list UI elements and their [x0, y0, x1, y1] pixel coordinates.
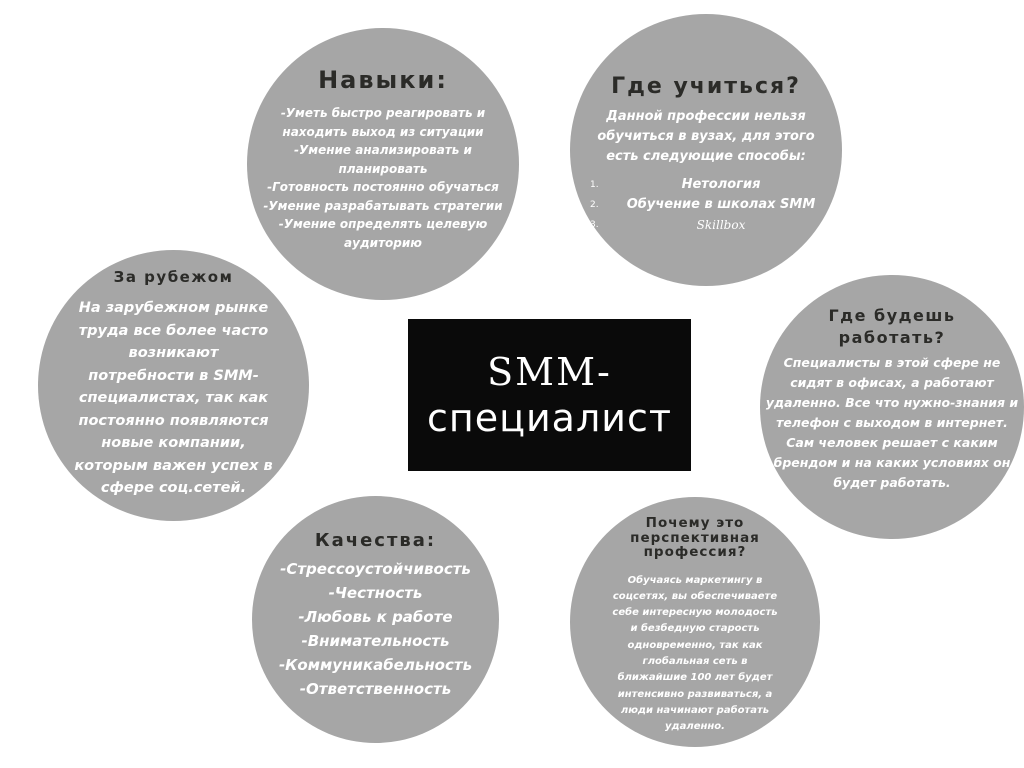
skills-line: -Умение определять целевую: [278, 217, 488, 231]
abroad-title: За рубежом: [113, 268, 234, 286]
quality-line: -Стрессоустойчивость: [280, 560, 471, 578]
abroad-line: сфере соц.сетей.: [100, 480, 247, 496]
abroad-line: На зарубежном рынке: [78, 300, 269, 316]
work-title: [828, 305, 955, 349]
work-title-line: Где будешь: [828, 306, 956, 325]
work-text: [766, 353, 1018, 493]
abroad-line: новые компании,: [101, 435, 246, 451]
why-line: интенсивно развиваться, а: [617, 688, 773, 700]
why-line: себе интересную молодость: [612, 607, 778, 619]
quality-line: -Честность: [328, 584, 423, 602]
abroad-line: постоянно появляются: [78, 412, 269, 429]
why-title-line: перспективная: [630, 529, 760, 546]
center-title-line: специалист: [427, 396, 672, 440]
study-list-number: 2.: [590, 200, 599, 210]
abroad-line: труда все более часто: [78, 322, 269, 339]
study-list: [590, 175, 822, 235]
study-list-number: 3.: [590, 220, 599, 230]
why-title-line: профессия?: [643, 544, 747, 560]
study-list-text: Нетология: [681, 177, 761, 192]
quality-line: -Коммуникабельность: [278, 656, 473, 674]
study-list-item: [590, 175, 822, 195]
study-list-text: Skillbox: [696, 218, 746, 232]
quality-title: Качества:: [314, 530, 437, 551]
why-line: ближайшие 100 лет будет: [617, 672, 773, 684]
skills-line: -Уметь быстро реагировать и: [280, 106, 486, 120]
work-line: Сам человек решает с каким: [786, 435, 998, 450]
study-line: Данной профессии нельзя: [606, 109, 806, 124]
why-circle: [570, 497, 820, 747]
study-circle: [570, 14, 842, 286]
quality-circle: [252, 496, 499, 743]
why-line: Обучаясь маркетингу в: [627, 574, 763, 586]
study-list-text: Обучение в школах SMM: [626, 197, 816, 212]
quality-line: -Внимательность: [301, 632, 450, 650]
quality-line: -Любовь к работе: [298, 608, 453, 626]
quality-line: -Ответственность: [299, 680, 452, 698]
skills-line: планировать: [338, 161, 428, 176]
why-line: одновременно, так как: [627, 639, 763, 651]
abroad-circle: [38, 250, 309, 521]
why-title: [630, 516, 760, 560]
study-list-number: 1.: [590, 180, 599, 190]
study-text: [597, 107, 814, 167]
skills-line: -Умение разрабатывать стратегии: [263, 198, 503, 213]
study-line: обучиться в вузах, для этого: [597, 129, 815, 144]
abroad-line: которым важен успех в: [74, 457, 273, 474]
work-title-line: работать?: [838, 328, 946, 347]
work-line: Специалисты в этой сфере не: [783, 355, 1001, 370]
study-list-item: [590, 215, 822, 235]
skills-text: [263, 104, 502, 252]
skills-line: находить выход из ситуации: [282, 124, 484, 139]
work-line: будет работать.: [833, 475, 951, 490]
skills-title: Навыки:: [318, 66, 448, 94]
study-line: есть следующие способы:: [606, 149, 806, 164]
skills-line: аудиторию: [344, 235, 422, 250]
abroad-line: возникают: [128, 345, 219, 361]
work-line: телефон с выходом в интернет.: [776, 415, 1008, 430]
abroad-line: потребности в SMM-: [88, 367, 259, 384]
why-line: соцсетях, вы обеспечиваете: [612, 590, 778, 602]
skills-circle: [247, 28, 519, 300]
why-line: удаленно.: [665, 721, 725, 733]
work-line: брендом и на каких условиях он: [773, 455, 1011, 470]
study-title: Где учиться?: [611, 74, 801, 99]
why-title-line: Почему это: [645, 515, 745, 531]
abroad-line: специалистах, так как: [78, 390, 269, 406]
why-line: и безбедную старость: [630, 623, 760, 635]
work-circle: [760, 275, 1024, 539]
abroad-text: [74, 297, 272, 500]
work-line: удаленно. Все что нужно-знания и: [765, 395, 1019, 410]
quality-text: [279, 557, 472, 701]
center-title-box: [408, 319, 691, 471]
work-line: сидят в офисах, а работают: [790, 375, 994, 390]
why-line: глобальная сеть в: [642, 655, 748, 667]
study-list-item: [590, 195, 822, 215]
why-text: [612, 573, 777, 736]
skills-line: -Умение анализировать и: [294, 143, 472, 157]
skills-line: -Готовность постоянно обучаться: [267, 180, 499, 194]
why-line: люди начинают работать: [620, 704, 770, 716]
center-title-line: SMM-: [487, 350, 612, 394]
